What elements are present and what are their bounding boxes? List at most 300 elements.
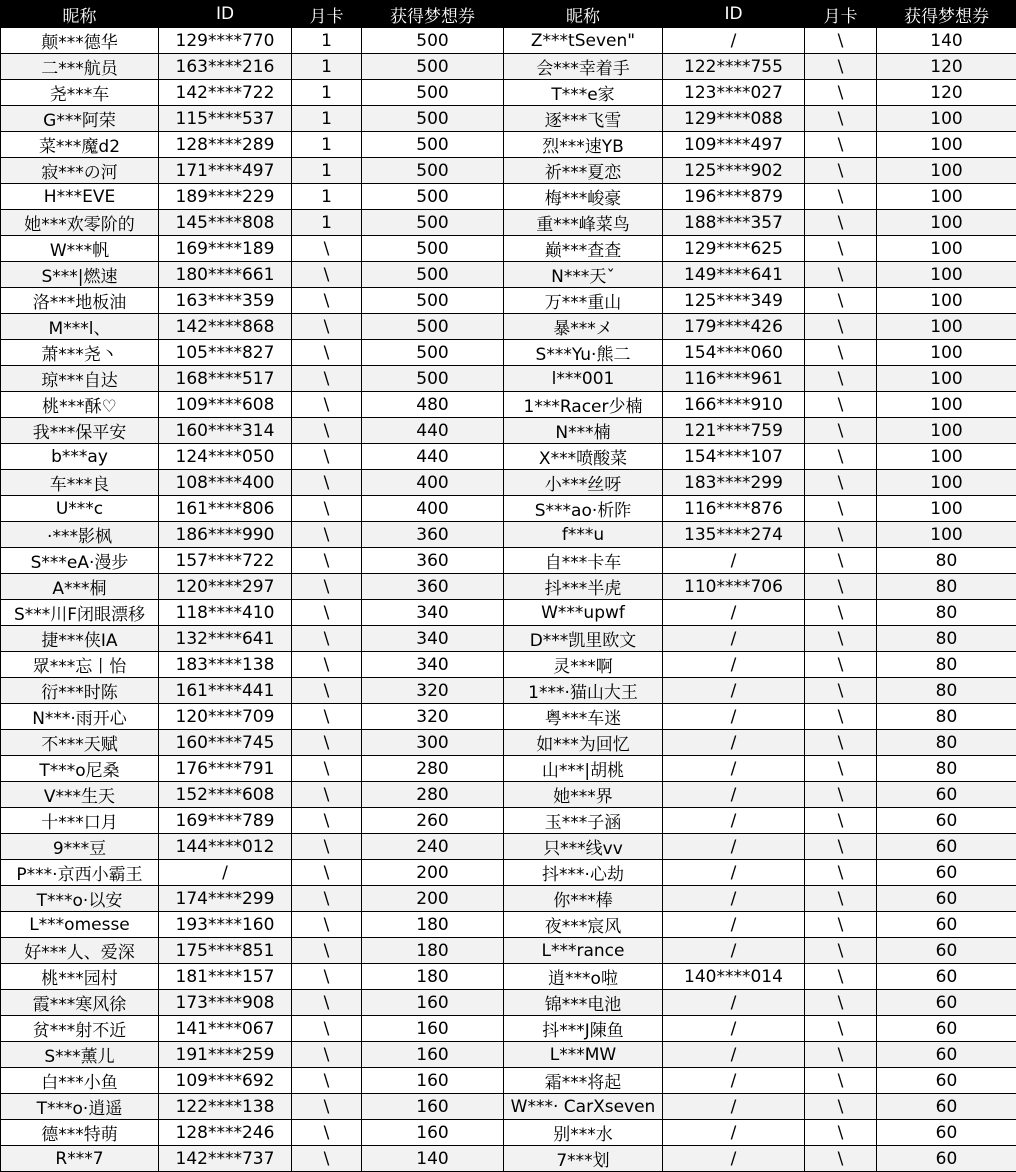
nickname-cell-2: 抖***半虎	[504, 574, 663, 600]
monthly-card-cell: \	[292, 964, 362, 990]
monthly-card-cell-2: \	[805, 444, 877, 470]
id-cell: 120****297	[159, 574, 292, 600]
monthly-card-cell-2: \	[805, 28, 877, 54]
nickname-cell: M***l、	[1, 314, 159, 340]
monthly-card-cell: \	[292, 912, 362, 938]
nickname-cell-2: 万***重山	[504, 288, 663, 314]
dream-tickets-cell: 320	[362, 678, 504, 704]
id-cell-2: /	[663, 730, 805, 756]
id-cell-2: /	[663, 600, 805, 626]
table-row	[1, 444, 1016, 470]
nickname-cell: 萧***尧丶	[1, 340, 159, 366]
monthly-card-cell-2: \	[805, 808, 877, 834]
id-cell-2: /	[663, 704, 805, 730]
dream-tickets-cell-2: 100	[877, 158, 1016, 184]
nickname-cell: 洛***地板油	[1, 288, 159, 314]
dream-tickets-cell-2: 80	[877, 652, 1016, 678]
dream-tickets-cell: 280	[362, 782, 504, 808]
id-cell-2: 166****910	[663, 392, 805, 418]
nickname-cell-2: N***天ˇ	[504, 262, 663, 288]
id-cell: 145****808	[159, 210, 292, 236]
table-row	[1, 756, 1016, 782]
id-cell: 169****189	[159, 236, 292, 262]
nickname-cell-2: 会***幸着手	[504, 54, 663, 80]
monthly-card-cell: \	[292, 834, 362, 860]
id-cell-2: 183****299	[663, 470, 805, 496]
id-cell: 109****692	[159, 1068, 292, 1094]
dream-tickets-cell: 160	[362, 1094, 504, 1120]
nickname-cell: 寂***の河	[1, 158, 159, 184]
monthly-card-cell: \	[292, 236, 362, 262]
nickname-cell: 菜***魔d2	[1, 132, 159, 158]
monthly-card-cell-2: \	[805, 366, 877, 392]
dream-tickets-cell: 500	[362, 54, 504, 80]
nickname-cell-2: N***楠	[504, 418, 663, 444]
monthly-card-cell-2: \	[805, 522, 877, 548]
nickname-cell: 她***欢零阶的	[1, 210, 159, 236]
header-id-2: ID	[663, 1, 805, 28]
id-cell: 189****229	[159, 184, 292, 210]
id-cell: 174****299	[159, 886, 292, 912]
dream-tickets-cell: 500	[362, 236, 504, 262]
table-body	[1, 28, 1016, 1172]
dream-tickets-cell-2: 100	[877, 288, 1016, 314]
id-cell-2: 110****706	[663, 574, 805, 600]
nickname-cell-2: 小***丝呀	[504, 470, 663, 496]
nickname-cell: 捷***侠IA	[1, 626, 159, 652]
nickname-cell: R***7	[1, 1146, 159, 1172]
id-cell: 193****160	[159, 912, 292, 938]
dream-tickets-cell-2: 60	[877, 1094, 1016, 1120]
monthly-card-cell: 1	[292, 80, 362, 106]
monthly-card-cell-2: \	[805, 184, 877, 210]
id-cell: 120****709	[159, 704, 292, 730]
nickname-cell-2: S***ao·析阼	[504, 496, 663, 522]
id-cell: 129****770	[159, 28, 292, 54]
monthly-card-cell: \	[292, 340, 362, 366]
nickname-cell-2: 灵***啊	[504, 652, 663, 678]
monthly-card-cell-2: \	[805, 210, 877, 236]
nickname-cell: S***eA·漫步	[1, 548, 159, 574]
id-cell: 163****216	[159, 54, 292, 80]
dream-tickets-cell: 320	[362, 704, 504, 730]
monthly-card-cell: \	[292, 626, 362, 652]
monthly-card-cell: 1	[292, 106, 362, 132]
table-row	[1, 288, 1016, 314]
monthly-card-cell-2: \	[805, 80, 877, 106]
id-cell: 191****259	[159, 1042, 292, 1068]
dream-tickets-cell-2: 100	[877, 522, 1016, 548]
nickname-cell-2: 粤***车迷	[504, 704, 663, 730]
table-row	[1, 548, 1016, 574]
id-cell-2: /	[663, 990, 805, 1016]
table-row	[1, 652, 1016, 678]
monthly-card-cell-2: \	[805, 340, 877, 366]
id-cell-2: 116****961	[663, 366, 805, 392]
id-cell-2: 125****349	[663, 288, 805, 314]
monthly-card-cell: \	[292, 1094, 362, 1120]
monthly-card-cell: \	[292, 704, 362, 730]
monthly-card-cell-2: \	[805, 1146, 877, 1172]
nickname-cell-2: 她***界	[504, 782, 663, 808]
dream-tickets-cell: 400	[362, 496, 504, 522]
dream-tickets-cell-2: 60	[877, 1042, 1016, 1068]
dream-tickets-cell-2: 60	[877, 990, 1016, 1016]
dream-tickets-cell: 160	[362, 1068, 504, 1094]
id-cell: 105****827	[159, 340, 292, 366]
nickname-cell: 车***良	[1, 470, 159, 496]
nickname-cell: 眾***忘丨怡	[1, 652, 159, 678]
id-cell-2: 188****357	[663, 210, 805, 236]
dream-tickets-cell: 160	[362, 1016, 504, 1042]
id-cell-2: /	[663, 28, 805, 54]
dream-tickets-cell: 160	[362, 990, 504, 1016]
nickname-cell: N***·雨开心	[1, 704, 159, 730]
table-row	[1, 340, 1016, 366]
monthly-card-cell-2: \	[805, 1120, 877, 1146]
monthly-card-cell: \	[292, 678, 362, 704]
table-row	[1, 1094, 1016, 1120]
dream-tickets-cell-2: 60	[877, 860, 1016, 886]
monthly-card-cell-2: \	[805, 470, 877, 496]
table-row	[1, 626, 1016, 652]
nickname-cell: 琼***自达	[1, 366, 159, 392]
monthly-card-cell-2: \	[805, 964, 877, 990]
dream-tickets-cell-2: 100	[877, 184, 1016, 210]
monthly-card-cell-2: \	[805, 938, 877, 964]
dream-tickets-cell: 500	[362, 28, 504, 54]
monthly-card-cell: 1	[292, 28, 362, 54]
id-cell-2: /	[663, 1042, 805, 1068]
dream-tickets-cell-2: 100	[877, 236, 1016, 262]
dream-tickets-cell: 500	[362, 210, 504, 236]
dream-tickets-cell: 500	[362, 262, 504, 288]
monthly-card-cell-2: \	[805, 548, 877, 574]
dream-tickets-cell-2: 80	[877, 548, 1016, 574]
id-cell-2: /	[663, 1016, 805, 1042]
monthly-card-cell: \	[292, 600, 362, 626]
nickname-cell: 我***保平安	[1, 418, 159, 444]
dream-tickets-cell: 180	[362, 964, 504, 990]
monthly-card-cell-2: \	[805, 678, 877, 704]
dream-tickets-cell-2: 60	[877, 782, 1016, 808]
nickname-cell: 9***豆	[1, 834, 159, 860]
table-row	[1, 106, 1016, 132]
nickname-cell: 贫***射不近	[1, 1016, 159, 1042]
dream-tickets-cell-2: 100	[877, 132, 1016, 158]
id-cell: 173****908	[159, 990, 292, 1016]
header-monthly-card: 月卡	[292, 1, 362, 28]
table-row	[1, 54, 1016, 80]
id-cell-2: /	[663, 652, 805, 678]
header-dream-tickets-2: 获得梦想券	[877, 1, 1016, 28]
monthly-card-cell: \	[292, 444, 362, 470]
nickname-cell-2: 锦***电池	[504, 990, 663, 1016]
dream-tickets-cell: 400	[362, 470, 504, 496]
id-cell-2: /	[663, 678, 805, 704]
monthly-card-cell-2: \	[805, 574, 877, 600]
monthly-card-cell-2: \	[805, 1016, 877, 1042]
id-cell: 160****314	[159, 418, 292, 444]
dream-tickets-cell: 360	[362, 548, 504, 574]
table-row	[1, 418, 1016, 444]
monthly-card-cell-2: \	[805, 288, 877, 314]
monthly-card-cell: 1	[292, 158, 362, 184]
id-cell-2: 129****625	[663, 236, 805, 262]
id-cell-2: 154****107	[663, 444, 805, 470]
table-row	[1, 1120, 1016, 1146]
table-row	[1, 782, 1016, 808]
table-row	[1, 262, 1016, 288]
dream-tickets-cell-2: 100	[877, 314, 1016, 340]
monthly-card-cell-2: \	[805, 756, 877, 782]
id-cell-2: 179****426	[663, 314, 805, 340]
monthly-card-cell-2: \	[805, 236, 877, 262]
table-row	[1, 886, 1016, 912]
monthly-card-cell: 1	[292, 132, 362, 158]
id-cell-2: 129****088	[663, 106, 805, 132]
id-cell: 160****745	[159, 730, 292, 756]
monthly-card-cell: \	[292, 262, 362, 288]
dream-tickets-cell: 500	[362, 314, 504, 340]
nickname-cell: S***川F闭眼漂移	[1, 600, 159, 626]
monthly-card-cell: \	[292, 808, 362, 834]
monthly-card-cell-2: \	[805, 106, 877, 132]
nickname-cell-2: S***Yu·熊二	[504, 340, 663, 366]
id-cell: 142****868	[159, 314, 292, 340]
nickname-cell-2: l***001	[504, 366, 663, 392]
nickname-cell-2: 1***Racer少楠	[504, 392, 663, 418]
id-cell: 169****789	[159, 808, 292, 834]
monthly-card-cell-2: \	[805, 132, 877, 158]
table-row	[1, 730, 1016, 756]
id-cell: 128****246	[159, 1120, 292, 1146]
id-cell: 124****050	[159, 444, 292, 470]
dream-tickets-cell-2: 60	[877, 938, 1016, 964]
table-row	[1, 574, 1016, 600]
dream-tickets-cell: 340	[362, 652, 504, 678]
monthly-card-cell: \	[292, 418, 362, 444]
dream-tickets-cell: 360	[362, 574, 504, 600]
nickname-cell: 衍***时陈	[1, 678, 159, 704]
dream-tickets-cell-2: 80	[877, 730, 1016, 756]
table-row	[1, 808, 1016, 834]
dream-tickets-cell: 500	[362, 366, 504, 392]
nickname-cell: ·***影枫	[1, 522, 159, 548]
monthly-card-cell: \	[292, 1068, 362, 1094]
dream-tickets-cell: 500	[362, 158, 504, 184]
monthly-card-cell: 1	[292, 54, 362, 80]
monthly-card-cell-2: \	[805, 834, 877, 860]
id-cell-2: /	[663, 782, 805, 808]
monthly-card-cell-2: \	[805, 54, 877, 80]
dream-tickets-cell: 260	[362, 808, 504, 834]
id-cell-2: /	[663, 938, 805, 964]
header-dream-tickets: 获得梦想券	[362, 1, 504, 28]
id-cell-2: 125****902	[663, 158, 805, 184]
nickname-cell-2: 霜***将起	[504, 1068, 663, 1094]
nickname-cell-2: 你***棒	[504, 886, 663, 912]
nickname-cell-2: 梅***峻豪	[504, 184, 663, 210]
monthly-card-cell: \	[292, 1146, 362, 1172]
nickname-cell: T***o·逍遥	[1, 1094, 159, 1120]
id-cell: 161****441	[159, 678, 292, 704]
nickname-cell: P***·京西小霸王	[1, 860, 159, 886]
table-row	[1, 704, 1016, 730]
nickname-cell-2: L***rance	[504, 938, 663, 964]
nickname-cell-2: D***凯里欧文	[504, 626, 663, 652]
monthly-card-cell-2: \	[805, 730, 877, 756]
id-cell-2: /	[663, 756, 805, 782]
monthly-card-cell: \	[292, 1016, 362, 1042]
id-cell: 163****359	[159, 288, 292, 314]
nickname-cell-2: f***u	[504, 522, 663, 548]
nickname-cell: U***c	[1, 496, 159, 522]
table-row	[1, 496, 1016, 522]
monthly-card-cell: \	[292, 652, 362, 678]
nickname-cell-2: 抖***J陳鱼	[504, 1016, 663, 1042]
dream-tickets-cell: 360	[362, 522, 504, 548]
dream-tickets-cell-2: 120	[877, 54, 1016, 80]
dream-tickets-cell-2: 60	[877, 1068, 1016, 1094]
monthly-card-cell-2: \	[805, 1068, 877, 1094]
dream-tickets-cell-2: 120	[877, 80, 1016, 106]
table-row	[1, 132, 1016, 158]
nickname-cell: 霞***寒风徐	[1, 990, 159, 1016]
id-cell: 132****641	[159, 626, 292, 652]
monthly-card-cell: \	[292, 730, 362, 756]
dream-tickets-cell-2: 80	[877, 756, 1016, 782]
dream-tickets-cell: 180	[362, 912, 504, 938]
header-nickname: 昵称	[1, 1, 159, 28]
monthly-card-cell-2: \	[805, 704, 877, 730]
id-cell: 141****067	[159, 1016, 292, 1042]
id-cell: /	[159, 860, 292, 886]
dream-tickets-cell: 160	[362, 1120, 504, 1146]
id-cell-2: /	[663, 1068, 805, 1094]
id-cell: 176****791	[159, 756, 292, 782]
nickname-cell-2: 巅***查查	[504, 236, 663, 262]
nickname-cell: G***阿荣	[1, 106, 159, 132]
dream-tickets-cell-2: 60	[877, 886, 1016, 912]
id-cell: 108****400	[159, 470, 292, 496]
monthly-card-cell: \	[292, 1042, 362, 1068]
monthly-card-cell: \	[292, 574, 362, 600]
monthly-card-cell: \	[292, 860, 362, 886]
id-cell: 180****661	[159, 262, 292, 288]
table-row	[1, 366, 1016, 392]
monthly-card-cell-2: \	[805, 600, 877, 626]
dream-tickets-cell-2: 100	[877, 106, 1016, 132]
nickname-cell-2: Z***tSeven"	[504, 28, 663, 54]
monthly-card-cell-2: \	[805, 860, 877, 886]
id-cell: 157****722	[159, 548, 292, 574]
monthly-card-cell-2: \	[805, 1094, 877, 1120]
nickname-cell: 桃***园村	[1, 964, 159, 990]
monthly-card-cell: \	[292, 496, 362, 522]
nickname-cell: 二***航员	[1, 54, 159, 80]
nickname-cell-2: 逍***o啦	[504, 964, 663, 990]
nickname-cell-2: 山***|胡桃	[504, 756, 663, 782]
id-cell: 168****517	[159, 366, 292, 392]
monthly-card-cell-2: \	[805, 886, 877, 912]
nickname-cell: L***omesse	[1, 912, 159, 938]
id-cell-2: /	[663, 808, 805, 834]
dream-tickets-cell: 500	[362, 80, 504, 106]
dream-tickets-cell: 500	[362, 184, 504, 210]
dream-tickets-cell-2: 100	[877, 210, 1016, 236]
dream-tickets-cell-2: 60	[877, 1016, 1016, 1042]
dream-tickets-cell: 480	[362, 392, 504, 418]
dream-tickets-cell-2: 140	[877, 28, 1016, 54]
id-cell: 142****722	[159, 80, 292, 106]
monthly-card-cell-2: \	[805, 158, 877, 184]
dream-tickets-cell: 340	[362, 626, 504, 652]
id-cell-2: /	[663, 834, 805, 860]
nickname-cell-2: W***· CarXseven	[504, 1094, 663, 1120]
id-cell-2: 122****755	[663, 54, 805, 80]
nickname-cell-2: L***MW	[504, 1042, 663, 1068]
nickname-cell: S***|燃速	[1, 262, 159, 288]
monthly-card-cell: \	[292, 314, 362, 340]
monthly-card-cell: \	[292, 366, 362, 392]
dream-tickets-cell-2: 60	[877, 1120, 1016, 1146]
monthly-card-cell-2: \	[805, 314, 877, 340]
nickname-cell-2: X***喷酸菜	[504, 444, 663, 470]
nickname-cell-2: 别***水	[504, 1120, 663, 1146]
monthly-card-cell: \	[292, 470, 362, 496]
nickname-cell-2: 1***·猫山大王	[504, 678, 663, 704]
monthly-card-cell-2: \	[805, 1042, 877, 1068]
table-row	[1, 158, 1016, 184]
table-row	[1, 80, 1016, 106]
id-cell: 128****289	[159, 132, 292, 158]
id-cell: 183****138	[159, 652, 292, 678]
dream-tickets-cell-2: 100	[877, 340, 1016, 366]
id-cell: 181****157	[159, 964, 292, 990]
dream-tickets-cell-2: 100	[877, 392, 1016, 418]
monthly-card-cell-2: \	[805, 262, 877, 288]
dream-tickets-cell: 500	[362, 132, 504, 158]
table-row	[1, 860, 1016, 886]
dream-tickets-cell: 280	[362, 756, 504, 782]
id-cell-2: 196****879	[663, 184, 805, 210]
dream-tickets-cell: 340	[362, 600, 504, 626]
header-row	[1, 1, 1016, 28]
dream-tickets-cell-2: 100	[877, 470, 1016, 496]
table-row	[1, 938, 1016, 964]
dream-tickets-cell: 180	[362, 938, 504, 964]
dream-tickets-cell: 440	[362, 444, 504, 470]
id-cell: 175****851	[159, 938, 292, 964]
dream-tickets-cell-2: 80	[877, 626, 1016, 652]
table-row	[1, 470, 1016, 496]
monthly-card-cell: \	[292, 288, 362, 314]
monthly-card-cell-2: \	[805, 626, 877, 652]
id-cell: 115****537	[159, 106, 292, 132]
id-cell: 109****608	[159, 392, 292, 418]
nickname-cell-2: W***upwf	[504, 600, 663, 626]
header-id: ID	[159, 1, 292, 28]
nickname-cell-2: 祈***夏恋	[504, 158, 663, 184]
nickname-cell-2: 重***峰菜鸟	[504, 210, 663, 236]
dream-tickets-cell-2: 80	[877, 704, 1016, 730]
nickname-cell: V***生天	[1, 782, 159, 808]
header-nickname-2: 昵称	[504, 1, 663, 28]
monthly-card-cell: \	[292, 782, 362, 808]
dream-tickets-cell-2: 100	[877, 366, 1016, 392]
nickname-cell-2: 自***卡车	[504, 548, 663, 574]
